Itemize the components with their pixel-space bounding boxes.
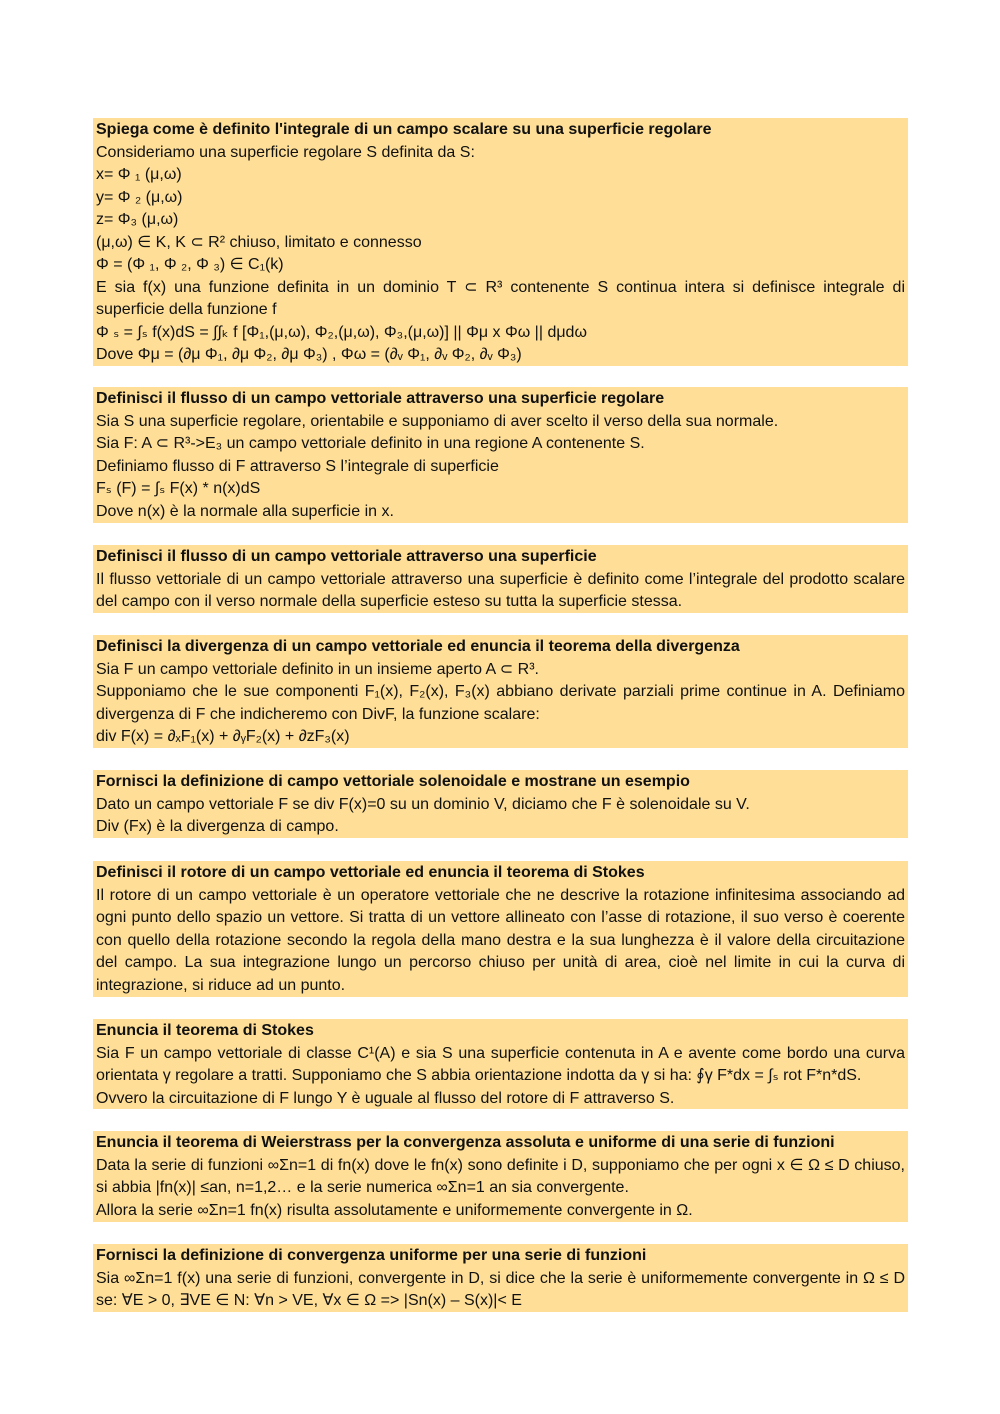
qa-section-surface-integral	[93, 118, 908, 366]
section-text: Div (Fx) è la divergenza di campo.	[96, 818, 339, 835]
section-text: Φ ₛ = ∫ₛ f(x)dS = ∫∫ₖ f [Φ₁,(μ,ω), Φ₂,(μ,ω), Φ₃,(μ,ω)] || Φμ x Φω || dμdω	[96, 323, 587, 341]
qa-section-flux-surface	[93, 545, 908, 613]
section-text: Sia F un campo vettoriale definito in un insieme aperto A ⊂ R³.	[96, 660, 539, 678]
section-title: Enuncia il teorema di Stokes	[96, 1022, 314, 1039]
section-text: Il flusso vettoriale di un campo vettoriale attraverso una superficie è definito come l’integrale del prodotto scalare del campo con il verso normale della superficie esteso su tutta la superficie stessa.	[96, 570, 905, 610]
section-text: Allora la serie ∞Σn=1 fn(x) risulta assolutamente e uniformemente convergente in Ω.	[96, 1201, 693, 1219]
qa-section-flux-regular-surface	[93, 387, 908, 523]
section-text: y= Φ ₂ (μ,ω)	[96, 188, 183, 206]
section-text: Il rotore di un campo vettoriale è un operatore vettoriale che ne descrive la rotazione infinitesima associando ad ogni punto dello spazio un vettore. Si tratta di un vettore allineato con l’asse di rotazione, il suo verso è coerente con quello della rotazione secondo la regola della mano destra e la sua lunghezza è il valore della circuitazione del campo. La sua integrazione lungo un percorso chiuso per unità di area, cioè nel limite in cui la curva di integrazione, si riduce ad un punto.	[96, 886, 905, 994]
section-title: Fornisci la definizione di convergenza uniforme per una serie di funzioni	[96, 1247, 647, 1264]
qa-section-divergence	[93, 635, 908, 748]
section-text: Dove n(x) è la normale alla superficie in x.	[96, 502, 394, 520]
section-text: Consideriamo una superficie regolare S definita da S:	[96, 143, 475, 161]
section-text: Ovvero la circuitazione di F lungo Y è uguale al flusso del rotore di F attraverso S.	[96, 1089, 675, 1107]
section-text: Fₛ (F) = ∫ₛ F(x) * n(x)dS	[96, 480, 261, 497]
section-title: Definisci la divergenza di un campo vettoriale ed enuncia il teorema della divergenza	[96, 638, 740, 655]
qa-section-stokes	[93, 1019, 908, 1109]
section-text: E sia f(x) una funzione definita in un dominio T ⊂ R³ contenente S continua intera si definisce integrale di superficie della funzione f	[96, 278, 905, 318]
section-text: Dato un campo vettoriale F se div F(x)=0 su un dominio V, diciamo che F è solenoidale su V.	[96, 795, 750, 813]
section-text: Φ = (Φ ₁, Φ ₂, Φ ₃) ∈ C₁(k)	[96, 256, 284, 273]
section-text: (μ,ω) ∈ K, K ⊂ R² chiuso, limitato e connesso	[96, 233, 422, 251]
section-text: z= Φ₃ (μ,ω)	[96, 211, 179, 228]
section-title: Enuncia il teorema di Weierstrass per la convergenza assoluta e uniforme di una serie di funzioni	[96, 1134, 835, 1151]
section-title: Definisci il flusso di un campo vettoriale attraverso una superficie	[96, 548, 597, 565]
section-text: Data la serie di funzioni ∞Σn=1 di fn(x) dove le fn(x) sono definite i D, supponiamo che per ogni x ∈ Ω ≤ D chiuso, si abbia |fn(x)| ≤an, n=1,2… e la serie numerica ∞Σn=1 an sia convergente.	[96, 1156, 905, 1196]
section-text: Sia S una superficie regolare, orientabile e supponiamo di aver scelto il verso della sua normale.	[96, 412, 779, 430]
qa-section-weierstrass	[93, 1131, 908, 1222]
section-text: Dove Φμ = (∂μ Φ₁, ∂μ Φ₂, ∂μ Φ₃) , Φω = (∂ᵥ Φ₁, ∂ᵥ Φ₂, ∂ᵥ Φ₃)	[96, 346, 522, 363]
section-title: Definisci il flusso di un campo vettoriale attraverso una superficie regolare	[96, 390, 665, 407]
section-text: Sia ∞Σn=1 f(x) una serie di funzioni, convergente in D, si dice che la serie è uniformemente convergente in Ω ≤ D se: ∀E > 0, ∃VE ∈ N: ∀n > VE, ∀x ∈ Ω => |Sn(x) – S(x)|< E	[96, 1269, 905, 1309]
qa-section-uniform-convergence	[93, 1244, 908, 1312]
section-title: Definisci il rotore di un campo vettoriale ed enuncia il teorema di Stokes	[96, 864, 645, 881]
section-title: Fornisci la definizione di campo vettoriale solenoidale e mostrane un esempio	[96, 773, 690, 790]
qa-section-solenoidal	[93, 770, 908, 838]
section-text: div F(x) = ∂ₓF₁(x) + ∂ᵧF₂(x) + ∂zF₃(x)	[96, 728, 350, 745]
section-text: Sia F un campo vettoriale di classe C¹(A) e sia S una superficie contenuta in A e avente come bordo una curva orientata γ regolare a tratti. Supponiamo che S abbia orientazione indotta da γ si ha: ∮γ F*dx = ∫ₛ rot F*n*dS.	[96, 1044, 905, 1084]
qa-section-curl	[93, 861, 908, 997]
section-title: Spiega come è definito l'integrale di un campo scalare su una superficie regolare	[96, 121, 712, 138]
section-text: Supponiamo che le sue componenti F₁(x), F₂(x), F₃(x) abbiano derivate parziali prime continue in A. Definiamo divergenza di F che indicheremo con DivF, la funzione scalare:	[96, 683, 905, 723]
section-text: x= Φ ₁ (μ,ω)	[96, 166, 182, 183]
section-text: Sia F: A ⊂ R³->E₃ un campo vettoriale definito in una regione A contenente S.	[96, 435, 645, 452]
section-text: Definiamo flusso di F attraverso S l’integrale di superficie	[96, 457, 499, 475]
